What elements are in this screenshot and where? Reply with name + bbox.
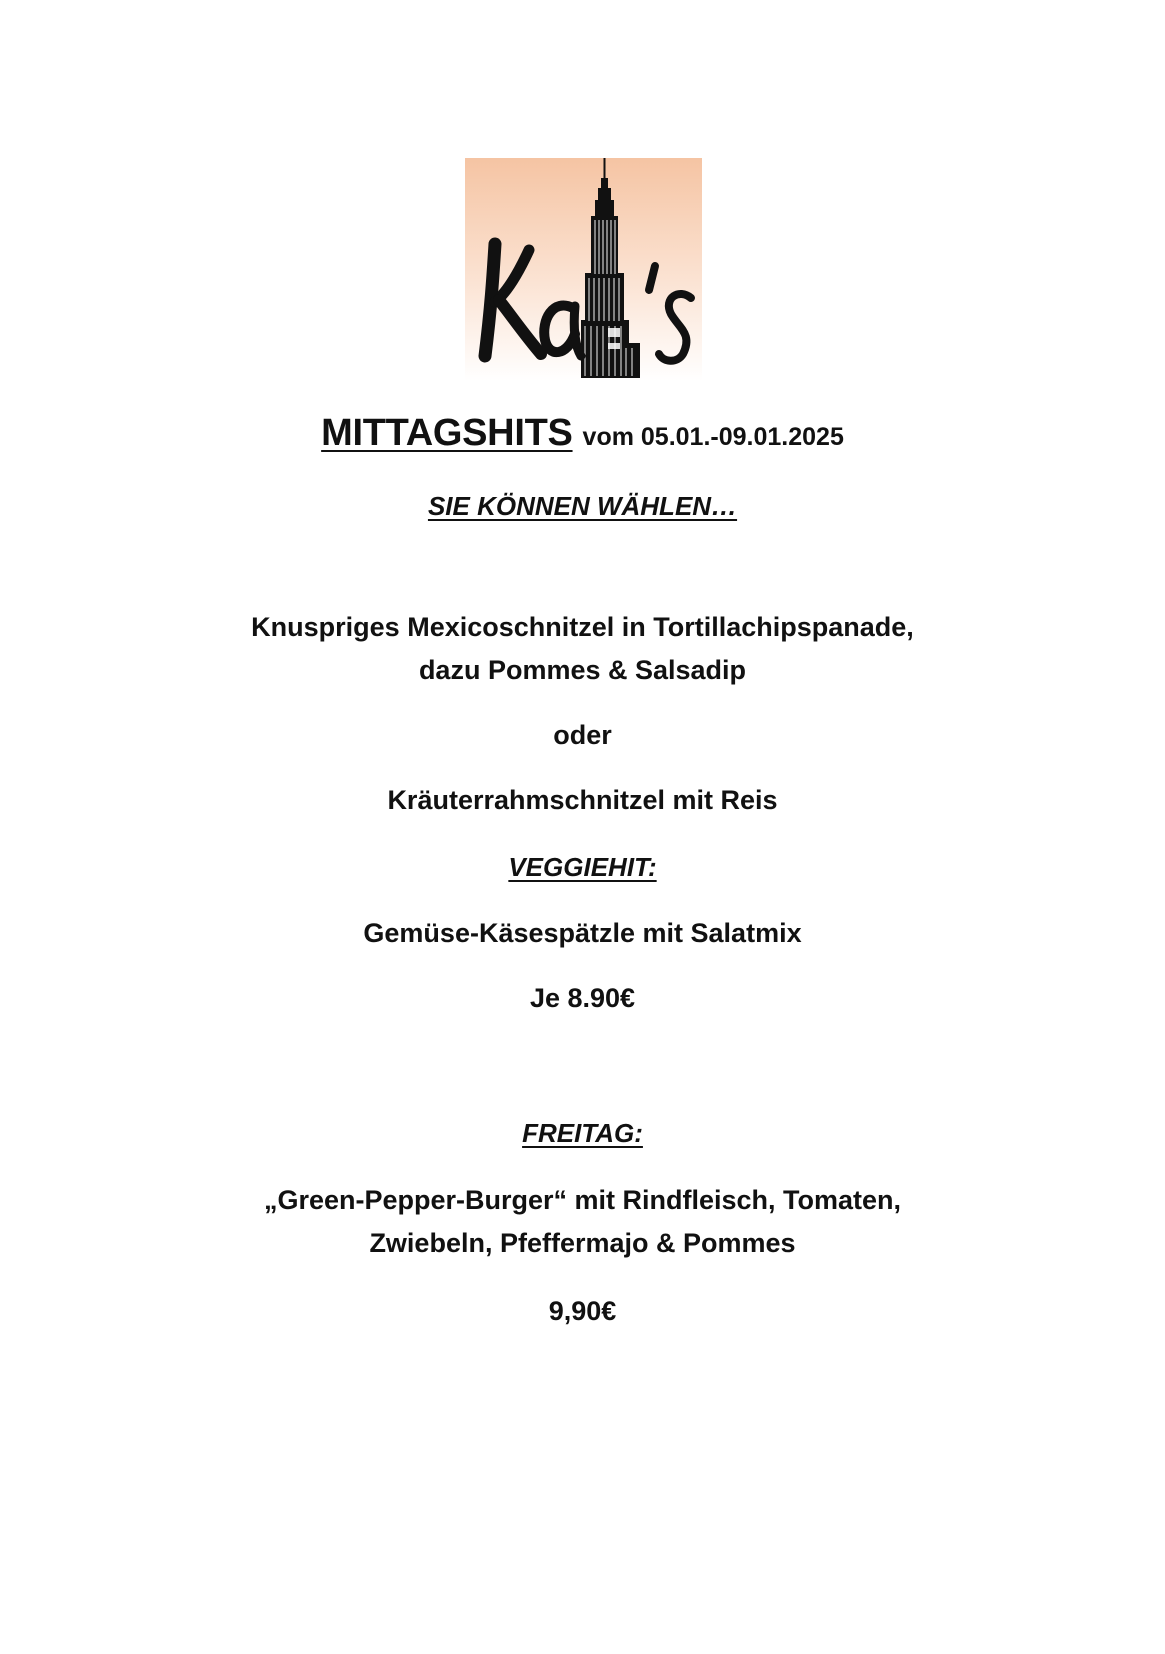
veggie-dish: Gemüse-Käsespätzle mit Salatmix bbox=[363, 918, 802, 948]
empire-state-building-icon bbox=[465, 158, 702, 381]
option1-line2: dazu Pommes & Salsadip bbox=[418, 655, 747, 685]
option1-line1: Knuspriges Mexicoschnitzel in Tortillachipspanade, bbox=[251, 612, 914, 642]
or-text: oder bbox=[553, 720, 612, 750]
friday-heading: FREITAG: bbox=[522, 1118, 643, 1148]
menu-title bbox=[0, 412, 1165, 460]
friday-dish-line1: „Green-Pepper-Burger“ mit Rindfleisch, Tomaten, bbox=[263, 1185, 902, 1215]
date-range: vom 05.01.-09.01.2025 bbox=[582, 423, 844, 451]
option2-dish: Kräuterrahmschnitzel mit Reis bbox=[387, 785, 778, 815]
choice-heading: SIE KÖNNEN WÄHLEN… bbox=[427, 491, 738, 521]
friday-price: 9,90€ bbox=[548, 1296, 617, 1326]
veggie-heading: VEGGIEHIT: bbox=[508, 852, 657, 882]
friday-dish-line2: Zwiebeln, Pfeffermajo & Pommes bbox=[369, 1228, 796, 1258]
price-each: Je 8.90€ bbox=[529, 983, 636, 1013]
restaurant-logo bbox=[465, 158, 702, 381]
page-title: MITTAGSHITS bbox=[321, 412, 573, 454]
